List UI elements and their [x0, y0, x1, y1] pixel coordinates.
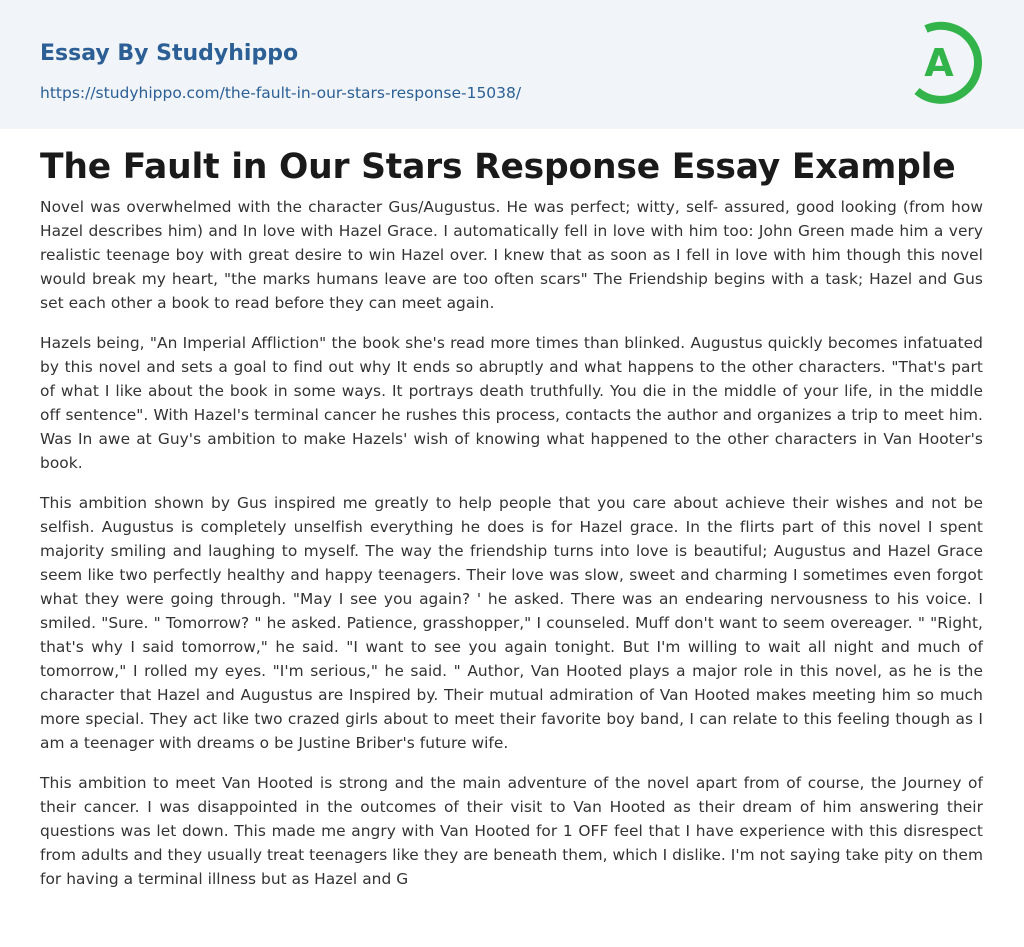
article: [40, 143, 983, 907]
site-header: [0, 0, 1024, 129]
page-title: The Fault in Our Stars Response Essay Example: [40, 147, 956, 187]
source-url-link[interactable]: https://studyhippo.com/the-fault-in-our-stars-response-15038/: [40, 84, 522, 102]
article-paragraph: Novel was overwhelmed with the character Gus/Augustus. He was perfect; witty, self- assured, good looking (from how Hazel describes him) and In love with Hazel Grace. I automatically fell in love with him too: John Green made him a very realistic teenage boy with great desire to win Hazel over. I knew that as soon as I fell in love with him though this novel would break my heart, "the marks humans leave are too often scars" The Friendship begins with a task; Hazel and Gus set each other a book to read before they can meet again.: [40, 198, 983, 312]
brand-title[interactable]: Essay By Studyhippo: [40, 41, 299, 66]
logo-letter: A: [924, 41, 954, 85]
studyhippo-logo-icon[interactable]: [906, 18, 990, 106]
article-paragraph: This ambition to meet Van Hooted is strong and the main adventure of the novel apart from of course, the Journey of their cancer. I was disappointed in the outcomes of their visit to Van Hooted as their dream of him answering their questions was let down. This made me angry with Van Hooted for 1 OFF feel that I have experience with this disrespect from adults and they usually treat teenagers like they are beneath them, which I dislike. I'm not saying take pity on them for having a terminal illness but as Hazel and G: [40, 774, 983, 888]
article-paragraph: This ambition shown by Gus inspired me greatly to help people that you care about achieve their wishes and not be selfish. Augustus is completely unselfish everything he does is for Hazel grace. In the flirts part of this novel I spent majority smiling and laughing to myself. The way the friendship turns into love is beautiful; Augustus and Hazel Grace seem like two perfectly healthy and happy teenagers. Their love was slow, sweet and charming I sometimes even forgot what they were going through. "May I see you again? ' he asked. There was an endearing nervousness to his voice. I smiled. "Sure. " Tomorrow? " he asked. Patience, grasshopper," I counseled. Muff don't want to seem overeager. " "Right, that's why I said tomorrow," he said. "I want to see you again tonight. But I'm willing to wait all night and much of tomorrow," I rolled my eyes. "I'm serious," he said. " Author, Van Hooted plays a major role in this novel, as he is the character that Hazel and Augustus are Inspired by. Their mutual admiration of Van Hooted makes meeting him so much more special. They act like two crazed girls about to meet their favorite boy band, I can relate to this feeling though as I am a teenager with dreams o be Justine Briber's future wife.: [40, 494, 983, 752]
article-paragraph: Hazels being, "An Imperial Affliction" the book she's read more times than blinked. Augustus quickly becomes infatuated by this novel and sets a goal to find out why It ends so abruptly and what happens to the other characters. "That's part of what I like about the book in some ways. It portrays death truthfully. You die in the middle of your life, in the middle off sentence". With Hazel's terminal cancer he rushes this process, contacts the author and organizes a trip to meet him. Was In awe at Guy's ambition to make Hazels' wish of knowing what happened to the other characters in Van Hooter's book.: [40, 334, 983, 472]
